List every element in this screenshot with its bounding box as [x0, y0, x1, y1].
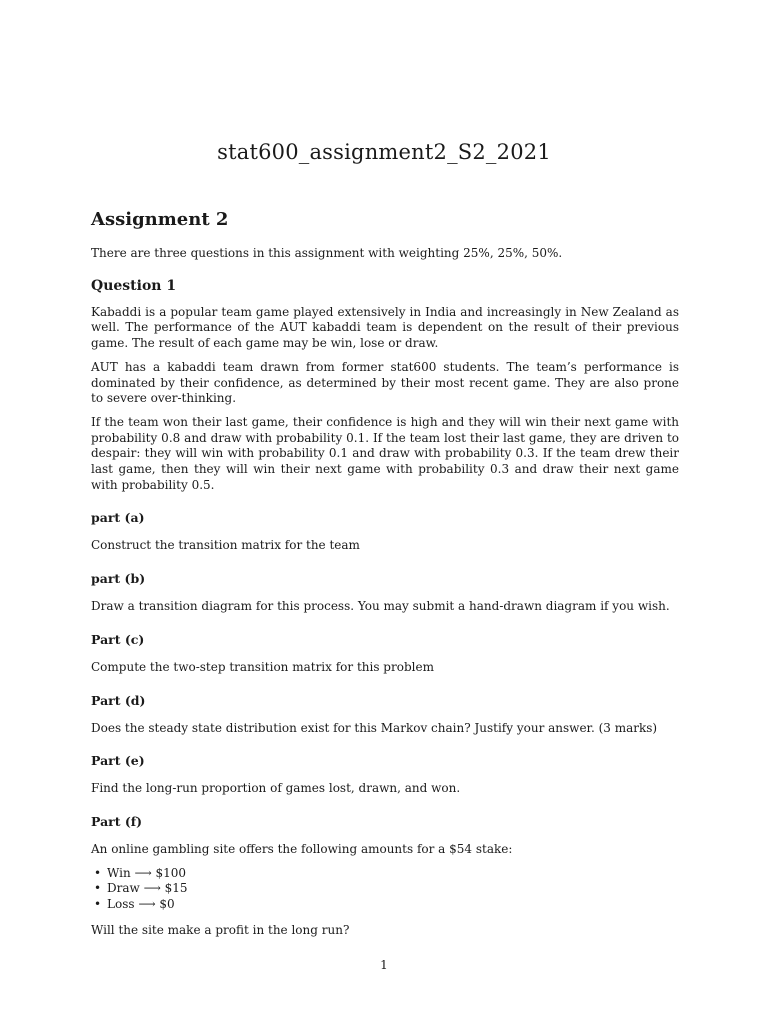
- part-c-heading: Part (c): [91, 631, 145, 647]
- document-body: [91, 209, 679, 946]
- part-a-text: Construct the transition matrix for the team: [91, 538, 360, 553]
- payout-win: • Win ⟶ $100: [107, 866, 679, 882]
- page-number: 1: [380, 958, 388, 972]
- part-b-text: Draw a transition diagram for this process. You may submit a hand-drawn diagram if you wish.: [91, 599, 670, 614]
- part-e-heading: Part (e): [91, 753, 145, 769]
- question-1-heading: Question 1: [91, 277, 177, 294]
- payout-list: [91, 866, 679, 913]
- question-1-paragraph-1: Kabaddi is a popular team game played extensively in India and increasingly in New Zealand as well. The performance of the AUT kabaddi team is dependent on the result of their previous game. The result of each game may be win, lose or draw.: [91, 304, 679, 351]
- question-1-paragraph-2: AUT has a kabaddi team drawn from former stat600 students. The team’s performance is dominated by their confidence, as determined by their most recent game. They are also prone to severe over-thinking.: [91, 359, 679, 406]
- document-title: stat600_assignment2_S2_2021: [217, 140, 551, 164]
- part-b-heading: part (b): [91, 571, 146, 587]
- payout-loss: • Loss ⟶ $0: [107, 897, 679, 913]
- question-1-paragraph-3: If the team won their last game, their confidence is high and they will win their next game with probability 0.8 and draw with probability 0.1. If the team lost their last game, they are driven to despair: they will win with probability 0.1 and draw with probability 0.3. If the team drew their last game, then they will win their next game with probability 0.3 and draw their next game with probability 0.5.: [91, 414, 679, 492]
- part-e-text: Find the long-run proportion of games lost, drawn, and won.: [91, 781, 461, 796]
- part-d-heading: Part (d): [91, 692, 146, 708]
- part-f-text: An online gambling site offers the following amounts for a $54 stake:: [91, 841, 513, 856]
- assignment-heading: Assignment 2: [91, 209, 229, 230]
- part-f-heading: Part (f): [91, 813, 143, 829]
- closing-question: Will the site make a profit in the long run?: [91, 922, 350, 937]
- part-d-text: Does the steady state distribution exist for this Markov chain? Justify your answer. (3 marks): [91, 720, 658, 735]
- part-c-text: Compute the two-step transition matrix for this problem: [91, 659, 434, 674]
- part-a-heading: part (a): [91, 510, 145, 526]
- payout-draw: • Draw ⟶ $15: [107, 881, 679, 897]
- assignment-intro: There are three questions in this assignment with weighting 25%, 25%, 50%.: [91, 246, 563, 260]
